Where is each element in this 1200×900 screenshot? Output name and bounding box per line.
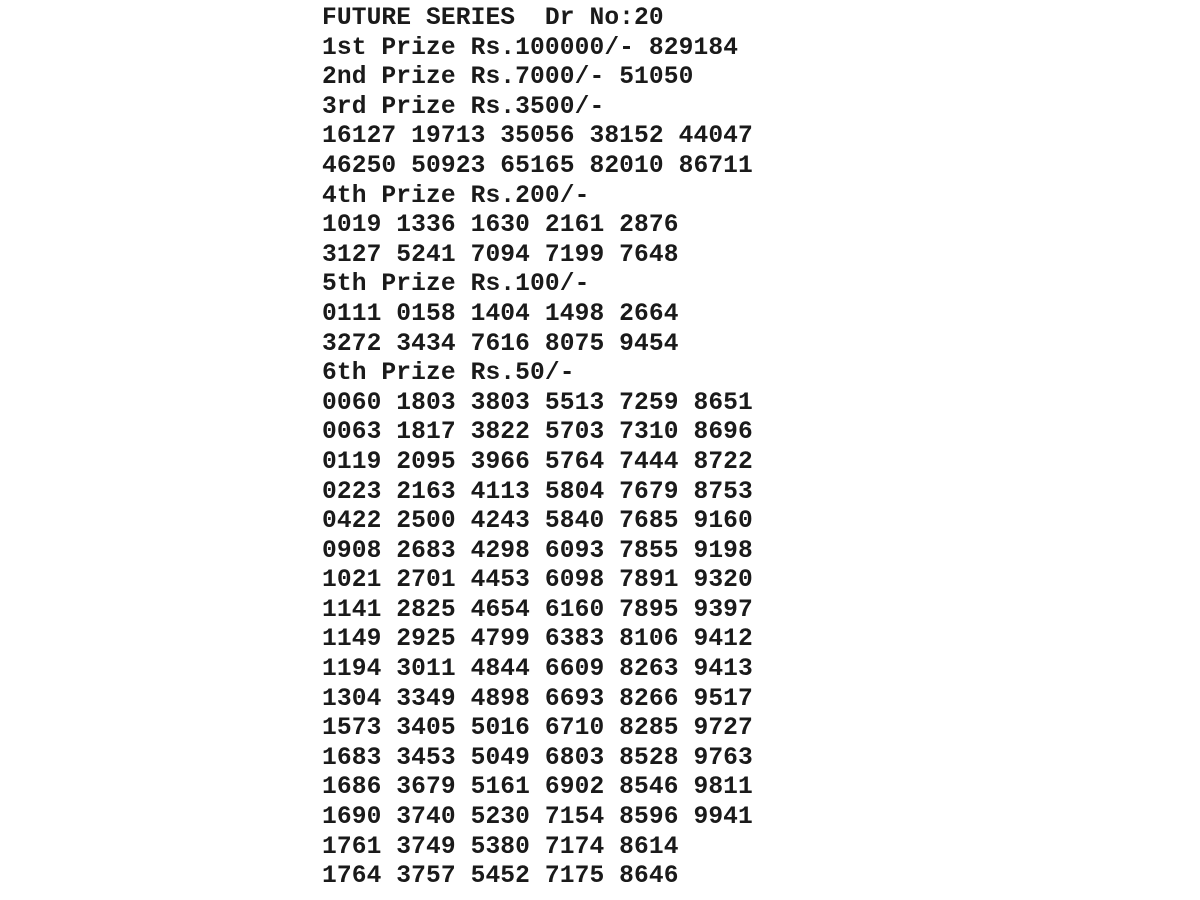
sixth-prize-numbers-row: 1683 3453 5049 6803 8528 9763 bbox=[322, 744, 753, 772]
sixth-prize-numbers-row: 1141 2825 4654 6160 7895 9397 bbox=[322, 596, 753, 624]
fourth-prize-numbers-row: 3127 5241 7094 7199 7648 bbox=[322, 241, 679, 269]
sixth-prize-numbers-row: 1690 3740 5230 7154 8596 9941 bbox=[322, 804, 753, 832]
sixth-prize-numbers-row: 0119 2095 3966 5764 7444 8722 bbox=[322, 448, 753, 476]
first-prize-label: 1st Prize Rs.100000/- bbox=[322, 34, 635, 62]
fourth-prize-numbers-row: 1019 1336 1630 2161 2876 bbox=[322, 212, 679, 240]
second-prize-number: 51050 bbox=[619, 64, 694, 92]
first-prize-number: 829184 bbox=[648, 34, 739, 62]
sixth-prize-numbers-row: 0060 1803 3803 5513 7259 8651 bbox=[322, 389, 753, 417]
sixth-prize-numbers-row: 1761 3749 5380 7174 8614 bbox=[322, 833, 679, 861]
sixth-prize-numbers-row: 0908 2683 4298 6093 7855 9198 bbox=[322, 537, 753, 565]
sixth-prize-numbers-row: 1573 3405 5016 6710 8285 9727 bbox=[322, 715, 753, 743]
sixth-prize-numbers-row: 1021 2701 4453 6098 7891 9320 bbox=[322, 567, 753, 595]
result-header bbox=[322, 4, 882, 34]
series-name: FUTURE SERIES bbox=[322, 5, 516, 32]
sixth-prize-numbers-row: 1194 3011 4844 6609 8263 9413 bbox=[322, 656, 753, 684]
sixth-prize-numbers-row: 0063 1817 3822 5703 7310 8696 bbox=[322, 419, 753, 447]
third-prize-numbers-row: 16127 19713 35056 38152 44047 bbox=[322, 123, 753, 151]
sixth-prize-numbers-row: 0422 2500 4243 5840 7685 9160 bbox=[322, 508, 753, 536]
draw-number: Dr No:20 bbox=[544, 5, 664, 32]
second-prize-label: 2nd Prize Rs.7000/- bbox=[322, 64, 605, 92]
sixth-prize-numbers-row: 1149 2925 4799 6383 8106 9412 bbox=[322, 626, 753, 654]
third-prize-label: 3rd Prize Rs.3500/- bbox=[322, 93, 605, 121]
sixth-prize-numbers-row: 1764 3757 5452 7175 8646 bbox=[322, 863, 679, 891]
sixth-prize-numbers-row: 0223 2163 4113 5804 7679 8753 bbox=[322, 478, 753, 506]
fifth-prize-numbers-row: 3272 3434 7616 8075 9454 bbox=[322, 330, 679, 358]
second-prize-line bbox=[322, 63, 882, 93]
sixth-prize-numbers-row: 1686 3679 5161 6902 8546 9811 bbox=[322, 774, 753, 802]
sixth-prize-numbers-row: 1304 3349 4898 6693 8266 9517 bbox=[322, 685, 753, 713]
lottery-result-sheet bbox=[322, 4, 882, 892]
fourth-prize-label: 4th Prize Rs.200/- bbox=[322, 182, 590, 210]
fifth-prize-label: 5th Prize Rs.100/- bbox=[322, 271, 590, 299]
sixth-prize-label: 6th Prize Rs.50/- bbox=[322, 360, 575, 388]
third-prize-numbers-row: 46250 50923 65165 82010 86711 bbox=[322, 152, 753, 180]
first-prize-line bbox=[322, 34, 882, 64]
fifth-prize-numbers-row: 0111 0158 1404 1498 2664 bbox=[322, 300, 679, 328]
